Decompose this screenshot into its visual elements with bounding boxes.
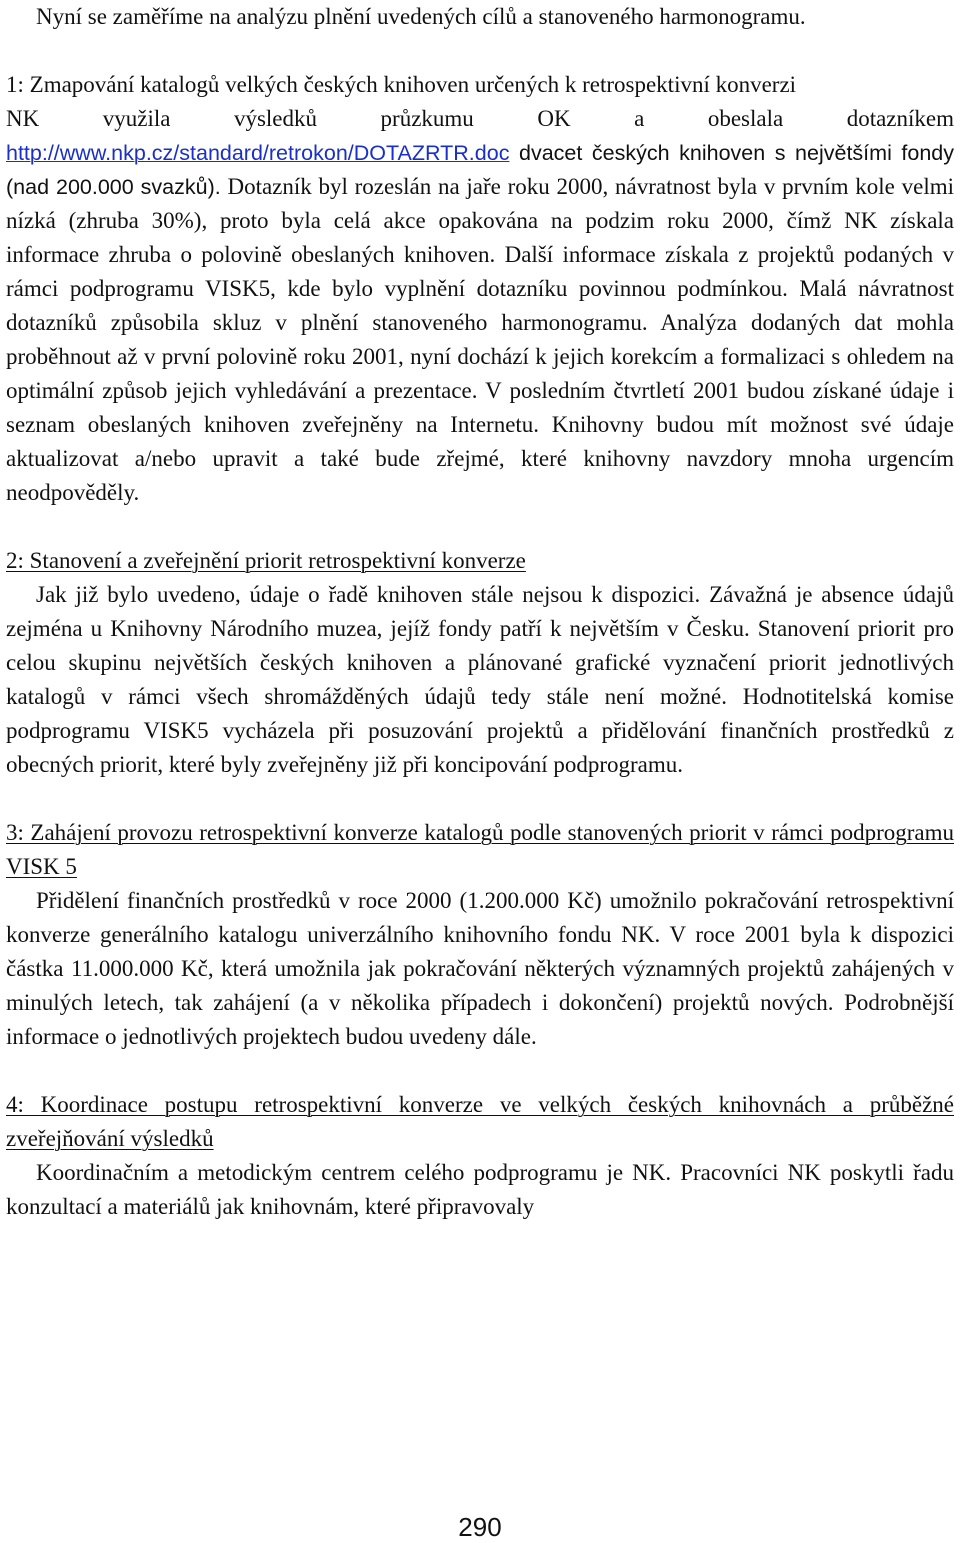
section-4-paragraph: Koordinačním a metodickým centrem celého podprogramu je NK. Pracovníci NK poskytli řadu konzultací a materiálů jak knihovnám, které připravovaly xyxy=(6,1160,954,1219)
dotazrtr-doc-link[interactable]: http://www.nkp.cz/standard/retrokon/DOTAZRTR.doc xyxy=(6,141,510,165)
spacer xyxy=(6,1054,954,1088)
section-2-heading: 2: Stanovení a zveřejnění priorit retrospektivní konverze xyxy=(6,548,526,573)
spacer xyxy=(6,782,954,816)
section-4-heading: 4: Koordinace postupu retrospektivní konverze ve velkých českých knihovnách a průběžné zveřejňování výsledků xyxy=(6,1092,954,1151)
page-number: 290 xyxy=(458,1512,502,1542)
section-1-text-before-link: NK využila výsledků průzkumu OK a obeslala dotazníkem xyxy=(6,106,954,131)
section-1-heading: 1: Zmapování katalogů velkých českých knihoven určených k retrospektivní konverzi xyxy=(6,72,797,97)
spacer xyxy=(6,510,954,544)
section-3-heading: 3: Zahájení provozu retrospektivní konverze katalogů podle stanovených priorit v rámci podprogramu VISK 5 xyxy=(6,820,954,879)
section-3-paragraph: Přidělení finančních prostředků v roce 2000 (1.200.000 Kč) umožnilo pokračování retrospektivní konverze generálního katalogu univerzálního knihovního fondu NK. V roce 2001 byla k dispozici částka 11.000.000 Kč, která umožnila jak pokračování některých významných projektů zahájených v minulých letech, tak zahájení (a v několika případech i dokončení) projektů nových. Podrobnější informace o jednotlivých projektech budou uvedeny dále. xyxy=(6,888,954,1049)
intro-paragraph: Nyní se zaměříme na analýzu plnění uvedených cílů a stanoveného harmonogramu. xyxy=(36,4,806,29)
section-2-paragraph: Jak již bylo uvedeno, údaje o řadě knihoven stále nejsou k dispozici. Závažná je absence údajů zejména u Knihovny Národního muzea, jejíž fondy patří k největším v Česku. Stanovení priorit pro celou skupinu největších českých knihoven a plánované grafické vyznačení priorit jednotlivých katalogů v rámci všech shromážděných údajů tedy stále není možné. Hodnotitelská komise podprogramu VISK5 vycházela při posuzování projektů a přidělování finančních prostředků z obecných priorit, které byly zveřejněny již při koncipování podprogramu. xyxy=(6,582,954,777)
section-1-paragraph xyxy=(6,102,954,510)
section-1-text-after-link: dvacet českých knihoven s největšími fondy (nad 200.000 svazků). xyxy=(6,141,954,199)
document-page xyxy=(6,0,954,1224)
section-1-text: Dotazník byl rozeslán na jaře roku 2000, návratnost byla v prvním kole velmi nízká (zhruba 30%), proto byla celá akce opakována na podzim roku 2000, čímž NK získala informace zhruba o polovině obeslaných knihoven. Další informace získala z projektů podaných v rámci podprogramu VISK5, kde bylo vyplnění dotazníku povinnou podmínkou. Malá návratnost dotazníků způsobila skluz v plnění stanoveného harmonogramu. Analýza dodaných dat mohla proběhnout až v první polovině roku 2001, nyní dochází k jejich korekcím a formalizaci s ohledem na optimální způsob jejich vyhledávání a prezentace. V posledním čtvrtletí 2001 budou získané údaje i seznam obeslaných knihoven zveřejněny na Internetu. Knihovny budou mít možnost své údaje aktualizovat a/nebo upravit a také bude zřejmé, které knihovny navzdory mnoha urgencím neodpověděly. xyxy=(6,174,954,505)
